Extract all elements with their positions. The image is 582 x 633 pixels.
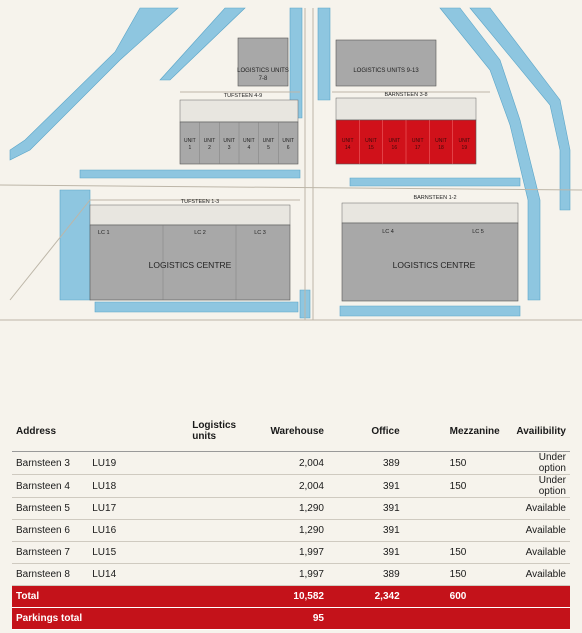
unit-word-label: UNIT: [203, 138, 216, 144]
building-logistics-centre-right: [342, 203, 518, 301]
table-cell: 150: [426, 452, 517, 475]
unit-number-label: 14: [344, 145, 351, 151]
table-cell: 1,997: [259, 542, 354, 564]
unit-number-label: 2: [208, 145, 211, 151]
header-warehouse: Warehouse: [259, 420, 354, 452]
table-cell: 1,290: [259, 498, 354, 520]
table-cell: [426, 498, 517, 520]
table-row: [12, 564, 570, 586]
street-tufsteen-4-9: TUFSTEEN 4-9: [223, 93, 263, 99]
unit-number-label: 19: [461, 145, 468, 151]
table-cell: 391: [354, 520, 426, 542]
table-cell: Under option: [516, 475, 570, 498]
parkings-row: [12, 608, 570, 630]
unit-word-label: UNIT: [262, 138, 275, 144]
lc4-label: LC 4: [382, 229, 394, 235]
table-row: [12, 452, 570, 475]
table-row: [12, 475, 570, 498]
table-cell: 150: [426, 542, 517, 564]
lc1-label: LC 1: [98, 230, 110, 236]
availability-table: [12, 420, 570, 630]
header-mezzanine: Mezzanine: [426, 420, 517, 452]
total-row: [12, 586, 570, 608]
building-lu-7-8: [237, 38, 289, 86]
table-cell: Barnsteen 8: [12, 564, 84, 586]
table-cell: 1,997: [259, 564, 354, 586]
table-cell: 391: [354, 475, 426, 498]
unit-number-label: 16: [391, 145, 398, 151]
unit-number-label: 15: [368, 145, 374, 151]
building-units-1-6: [180, 100, 298, 164]
table-cell: Total: [12, 586, 84, 608]
table-cell: LU16: [84, 520, 259, 542]
table-cell: Available: [516, 520, 570, 542]
lc3-label: LC 3: [254, 230, 266, 236]
table-cell: Under option: [516, 452, 570, 475]
unit-word-label: UNIT: [223, 138, 236, 144]
street-tufsteen-1-3: TUFSTEEN 1-3: [180, 199, 220, 205]
table-cell: 600: [426, 586, 517, 608]
table-cell: 391: [354, 542, 426, 564]
header-logistics-units: Logistics units: [84, 420, 259, 452]
unit-word-label: UNIT: [388, 138, 401, 144]
lu913-label: LOGISTICS UNITS 9-13: [353, 68, 419, 74]
street-barnsteen-3-8: BARNSTEEN 3-8: [384, 92, 428, 98]
lc-right-title: LOGISTICS CENTRE: [392, 260, 476, 270]
building-lu-9-13: [336, 40, 436, 86]
table-cell: LU18: [84, 475, 259, 498]
unit-number-label: 3: [227, 145, 231, 151]
unit-number-label: 4: [247, 145, 251, 151]
lc-left-title: LOGISTICS CENTRE: [148, 260, 232, 270]
unit-number-label: 5: [267, 145, 270, 151]
table-cell: Available: [516, 542, 570, 564]
table-cell: LU15: [84, 542, 259, 564]
unit-number-label: 18: [438, 145, 444, 151]
lc2-label: LC 2: [194, 230, 206, 236]
unit-word-label: UNIT: [435, 138, 447, 144]
table-cell: [426, 608, 517, 630]
table-cell: [354, 608, 426, 630]
table-cell: Barnsteen 5: [12, 498, 84, 520]
unit-word-label: UNIT: [183, 138, 196, 144]
table-cell: 150: [426, 564, 517, 586]
table-cell: 10,582: [259, 586, 354, 608]
table-cell: [84, 586, 259, 608]
table-cell: LU14: [84, 564, 259, 586]
table-cell: Parkings total: [12, 608, 84, 630]
unit-number-label: 6: [286, 145, 290, 151]
table-row: [12, 520, 570, 542]
building-logistics-centre-left: [90, 205, 290, 300]
header-address: Address: [12, 420, 84, 452]
unit-word-label: UNIT: [282, 138, 295, 144]
table-header-row: [12, 420, 570, 452]
table-cell: 2,004: [259, 475, 354, 498]
table-row: [12, 498, 570, 520]
table-cell: [84, 608, 259, 630]
table-cell: 2,342: [354, 586, 426, 608]
building-units-14-19: [336, 98, 476, 164]
street-barnsteen-1-2: BARNSTEEN 1-2: [413, 195, 457, 201]
table-cell: 389: [354, 564, 426, 586]
table-cell: [516, 586, 570, 608]
table-row: [12, 542, 570, 564]
table-cell: 389: [354, 452, 426, 475]
table-cell: 391: [354, 498, 426, 520]
unit-number-label: 17: [414, 145, 421, 151]
table-cell: LU19: [84, 452, 259, 475]
table-cell: 1,290: [259, 520, 354, 542]
table-cell: [426, 520, 517, 542]
table-cell: Available: [516, 564, 570, 586]
lu78-label: LOGISTICS UNITS: [237, 68, 289, 74]
unit-word-label: UNIT: [458, 138, 471, 144]
header-office: Office: [354, 420, 426, 452]
table-cell: Barnsteen 6: [12, 520, 84, 542]
lu78-sub: 7-8: [258, 76, 268, 82]
header-availability: Availibility: [516, 420, 570, 452]
table-cell: Available: [516, 498, 570, 520]
table-cell: Barnsteen 3: [12, 452, 84, 475]
table-cell: LU17: [84, 498, 259, 520]
table-cell: 95: [259, 608, 354, 630]
table-cell: 150: [426, 475, 517, 498]
table-cell: 2,004: [259, 452, 354, 475]
table-cell: Barnsteen 4: [12, 475, 84, 498]
unit-word-label: UNIT: [365, 138, 377, 144]
unit-word-label: UNIT: [341, 138, 354, 144]
unit-word-label: UNIT: [242, 138, 255, 144]
table-cell: Barnsteen 7: [12, 542, 84, 564]
unit-word-label: UNIT: [411, 138, 424, 144]
unit-number-label: 1: [188, 145, 192, 151]
lc5-label: LC 5: [472, 229, 484, 235]
table-cell: [516, 608, 570, 630]
